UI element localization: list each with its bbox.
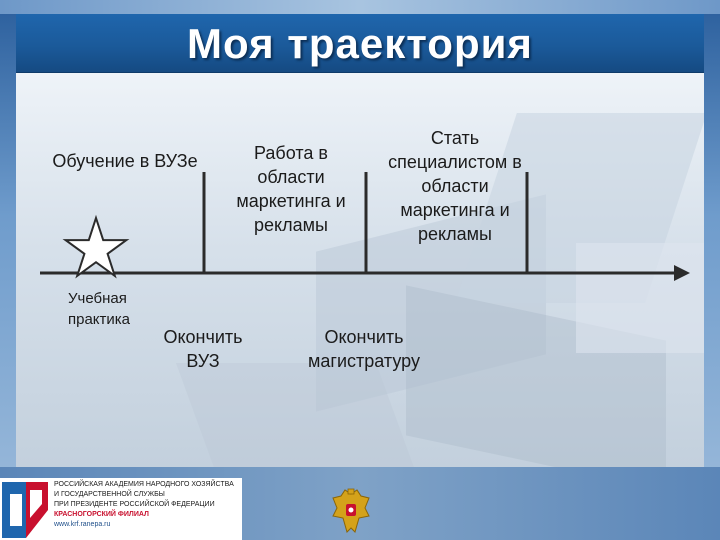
org-branch-name: КРАСНОГОРСКИЙ ФИЛИАЛ xyxy=(54,511,149,518)
label-finish-masters: Окончить магистратуру xyxy=(308,327,420,371)
label-work-in-marketing: Работа в области маркетинга и рекламы xyxy=(236,143,346,235)
slide-title: Моя траектория xyxy=(187,20,533,67)
org-name-line-2: И ГОСУДАРСТВЕННОЙ СЛУЖБЫ xyxy=(54,491,165,498)
star-icon xyxy=(66,218,127,276)
label-training-practice: Учебная практика xyxy=(68,290,131,328)
organization-name-block xyxy=(54,480,242,530)
academy-logo-icon xyxy=(2,480,48,538)
timeline-arrowhead xyxy=(674,265,690,281)
org-name-line-1: РОССИЙСКАЯ АКАДЕМИЯ НАРОДНОГО ХОЗЯЙСТВА xyxy=(54,481,234,488)
label-finish-university: Окончить ВУЗ xyxy=(163,327,243,371)
org-name-line-3: ПРИ ПРЕЗИДЕНТЕ РОССИЙСКОЙ ФЕДЕРАЦИИ xyxy=(54,501,215,508)
label-study-at-university: Обучение в ВУЗе xyxy=(52,151,198,171)
double-headed-eagle-emblem-icon xyxy=(331,488,371,536)
label-become-specialist: Стать специалистом в области маркетинга и рекламы xyxy=(388,128,522,244)
org-website-link[interactable]: www.krf.ranepa.ru xyxy=(54,521,111,528)
